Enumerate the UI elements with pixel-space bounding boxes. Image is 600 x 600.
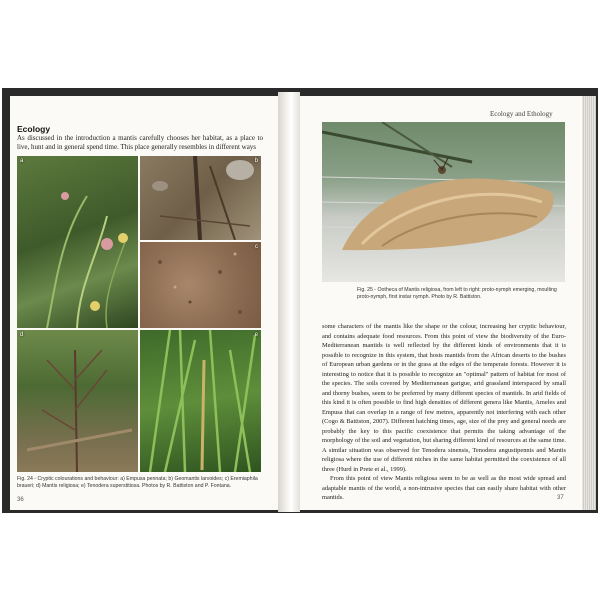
grass-illustration [140,330,261,472]
page-number-right: 37 [557,495,564,501]
body-paragraph-2: From this point of view Mantis religiosa seem to be as well as the most wide spread and adaptable mantis of the world, a non-intrusive species that can easily share habitat with other mantids. [322,475,566,501]
photo-c-label: c [255,244,258,250]
ootheca-photo [322,122,565,282]
desert-ground-illustration [140,242,261,328]
body-paragraph-1: some characters of the mantis like the shape or the colour, increasing her cryptic behaviour, and contains adequate food resources. From this point of view the biodiversity of the Euro-Mediterranean mantids is well reflected by the different kinds of environments that it is possible to recognize in this system, that hosts mantids from the African deserts to the bushes of European urban gardens or in the grass at the edges of the temperate forests. However it is interesting to notice that it is possible to recognize an "optimal" pattern of habitat for most of the species. The soils covered by Mediterranean garigue, arid grassland interspaced by small and thorny bushes, seem to be preferred by many different species of mantids. In arid fields of this kind it is often possible to find high densities of different genera like Mantis, Ameles and Empusa that can overlap in a range of few metres, apparently not interfering with each other (Cogo & Battiston, 2007). Different hatching times, age, size of the prey and general needs are probably the key to this pacific coexistence that permits the taking advantage of the morphology of the soil and vegetation, but sharing different kind of resources at the same time. A similar situation was observed for Tenodera sinensis, Tenodera angustipennis and Mantis religiosa where the use of different niches in the same habitat permitted the coexistence of all three (Hurd in Prete et al., 1999). [322,323,566,473]
photo-b [140,156,261,240]
body-text [322,322,566,503]
photo-d-label: d [20,332,24,338]
page-number-left: 36 [17,497,24,503]
photo-a-label: a [20,158,24,164]
book-gutter [278,92,300,512]
twigs-illustration [140,156,261,240]
photo-a [17,156,138,328]
page-edges [582,96,596,510]
intro-paragraph: As discussed in the introduction a mantis carefully chooses her habitat, as a place to live, hunt and in general spend time. This place generally resembles in different ways [17,134,263,151]
photo-e [140,330,261,472]
figure-24-caption: Fig. 24 - Cryptic colourations and behaviour: a) Empusa pennata; b) Geomantis larvoides; c) Eremiaphila braueri; d) Mantis religiosa; e) Tenodera superstitiosa. Photos by R. Battiston and P. Fontana. [17,476,258,489]
section-title: Ecology [17,124,51,134]
shrub-illustration [17,330,138,472]
plant-stems-illustration [17,156,138,328]
photo-d [17,330,138,472]
figure-25-caption: Fig. 25 - Ootheca of Mantis religiosa, from left to right: proto-nymph emerging, moulting proto-nymph, first instar nymph. Photo by R. Battiston. [357,287,557,300]
running-head: Ecology and Ethology [490,110,553,118]
photo-b-label: b [254,158,258,164]
photo-c [140,242,261,328]
ootheca-illustration [322,122,565,282]
photo-e-label: e [254,332,258,338]
